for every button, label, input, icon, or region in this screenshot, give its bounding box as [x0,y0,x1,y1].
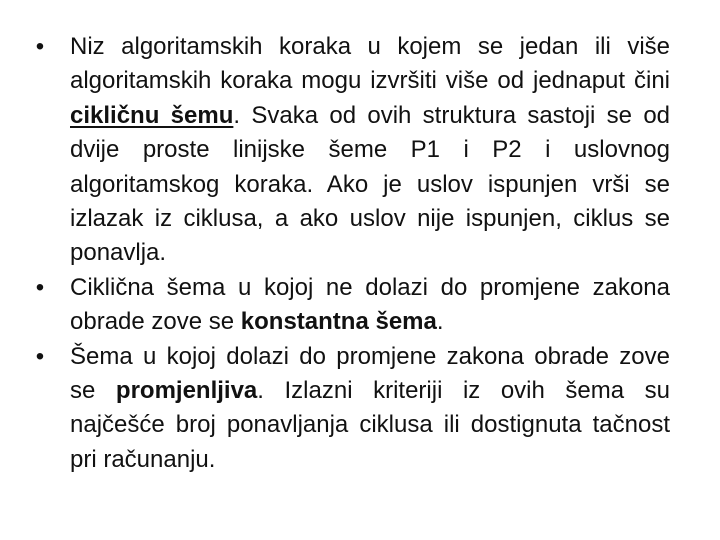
bullet-text-segment: . Svaka od ovih struktura sastoji se od dvije proste linijske šeme P1 i P2 i uslovnog algoritamskog koraka. Ako je uslov ispunjen vrši se izlazak iz ciklusa, a ako uslov nije ispunjen, ciklus se ponavlja. [70,101,671,267]
bullet-dot: • [35,33,45,60]
bullet-text-segment: Ciklična šema u kojoj ne dolazi do promjene zakona obrade zove se [70,273,670,336]
bullet-dot: • [35,342,45,370]
bullet-text-segment: . Izlazni kriteriji iz ovih šema su najčešće broj ponavljanja ciklusa ili dostignuta tačnost pri računanju. [70,377,670,473]
term-ciklicna-sema: cikličnu šemu [70,101,234,129]
bullet-text-segment: Šema u kojoj dolazi do promjene zakona obrade zove se [70,342,670,405]
bullet-item-konstantna-sema [18,271,670,340]
bullet-item-ciklicna-sema [18,30,670,271]
bullet-text-segment: . [436,308,444,336]
bullet-item-promjenljiva-sema [18,340,670,478]
bullet-text-segment: Niz algoritamskih koraka u kojem se jedan ili više algoritamskih koraka mogu izvršiti više od jednaput čini [70,33,670,95]
bullet-list [18,30,670,477]
bullet-dot: • [35,273,45,301]
term-konstantna-sema: konstantna šema [240,308,437,336]
term-promjenljiva: promjenljiva [115,377,258,405]
